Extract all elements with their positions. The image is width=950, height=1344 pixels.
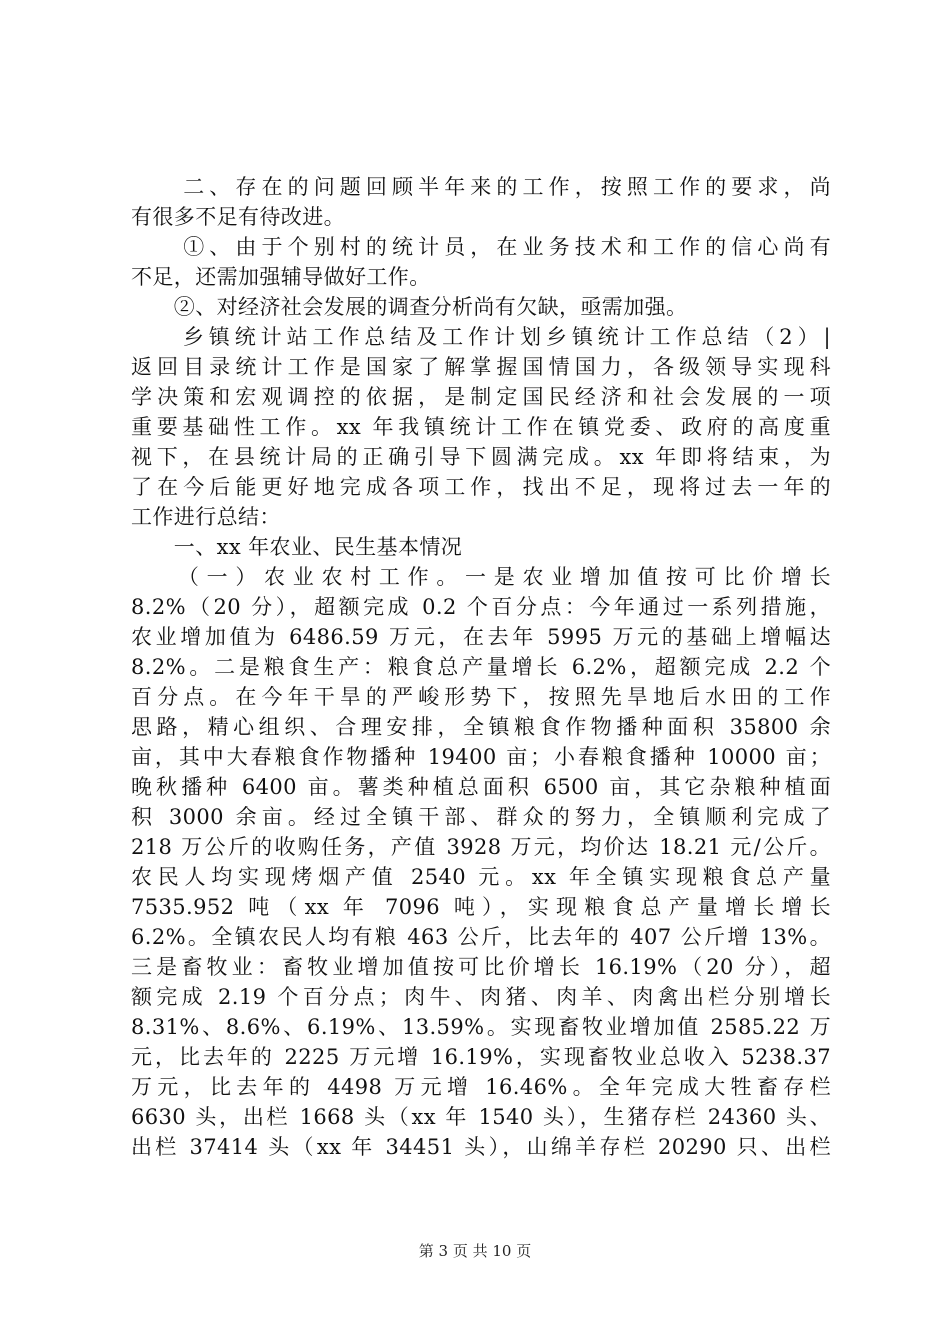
text-line: 农业增加值为 6486.59 万元，在去年 5995 万元的基础上增幅达 <box>131 625 831 649</box>
text-line: 218 万公斤的收购任务，产值 3928 万元，均价达 18.21 元/公斤。 <box>131 835 831 859</box>
text-line: （一）农业农村工作。一是农业增加值按可比价增长 <box>131 565 831 589</box>
text-line: 一、xx 年农业、民生基本情况 <box>131 535 463 559</box>
text-line: 出栏 37414 头（xx 年 34451 头），山绵羊存栏 20290 只、出栏 <box>131 1135 831 1159</box>
text-line: 积 3000 余亩。经过全镇干部、群众的努力，全镇顺利完成了 <box>131 805 831 829</box>
text-line: 农民人均实现烤烟产值 2540 元。xx 年全镇实现粮食总产量 <box>131 865 831 889</box>
text-line: 三是畜牧业：畜牧业增加值按可比价增长 16.19%（20 分），超 <box>131 955 831 979</box>
text-line: ②、对经济社会发展的调查分析尚有欠缺，亟需加强。 <box>131 295 688 319</box>
text-line: 晚秋播种 6400 亩。薯类种植总面积 6500 亩，其它杂粮种植面 <box>131 775 831 799</box>
text-line: 额完成 2.19 个百分点；肉牛、肉猪、肉羊、肉禽出栏分别增长 <box>131 985 831 1009</box>
text-line: ①、由于个别村的统计员，在业务技术和工作的信心尚有 <box>131 235 831 259</box>
text-line: 8.31%、8.6%、6.19%、13.59%。实现畜牧业增加值 2585.22 万 <box>131 1015 831 1039</box>
text-line: 7535.952 吨（xx 年 7096 吨），实现粮食总产量增长增长 <box>131 895 831 919</box>
text-line: 思路，精心组织、合理安排，全镇粮食作物播种面积 35800 余 <box>131 715 831 739</box>
text-line: 学决策和宏观调控的依据，是制定国民经济和社会发展的一项 <box>131 385 831 409</box>
text-line: 万元，比去年的 4498 万元增 16.46%。全年完成大牲畜存栏 <box>131 1075 831 1099</box>
text-line: 8.2%。二是粮食生产：粮食总产量增长 6.2%，超额完成 2.2 个 <box>131 655 831 679</box>
page-footer: 第 3 页 共 10 页 <box>418 1242 532 1260</box>
text-line: 乡镇统计站工作总结及工作计划乡镇统计工作总结（2）| <box>131 325 831 349</box>
text-line: 二、存在的问题回顾半年来的工作，按照工作的要求，尚 <box>131 175 831 199</box>
text-line: 不足，还需加强辅导做好工作。 <box>131 265 431 289</box>
text-line: 重要基础性工作。xx 年我镇统计工作在镇党委、政府的高度重 <box>131 415 831 439</box>
text-line: 视下，在县统计局的正确引导下圆满完成。xx 年即将结束，为 <box>131 445 831 469</box>
text-line: 百分点。在今年干旱的严峻形势下，按照先旱地后水田的工作 <box>131 685 831 709</box>
document-body <box>131 172 831 1162</box>
text-line: 了在今后能更好地完成各项工作，找出不足，现将过去一年的 <box>131 475 831 499</box>
text-line: 返回目录统计工作是国家了解掌握国情国力，各级领导实现科 <box>131 355 831 379</box>
text-line: 8.2%（20 分），超额完成 0.2 个百分点：今年通过一系列措施， <box>131 595 831 619</box>
text-line: 有很多不足有待改进。 <box>131 205 345 229</box>
text-line: 元，比去年的 2225 万元增 16.19%，实现畜牧业总收入 5238.37 <box>131 1045 831 1069</box>
text-line: 亩，其中大春粮食作物播种 19400 亩；小春粮食播种 10000 亩； <box>131 745 831 769</box>
text-line: 工作进行总结： <box>131 505 281 529</box>
text-line: 6.2%。全镇农民人均有粮 463 公斤，比去年的 407 公斤增 13%。 <box>131 925 831 949</box>
text-line: 6630 头，出栏 1668 头（xx 年 1540 头），生猪存栏 24360 头、 <box>131 1105 831 1129</box>
